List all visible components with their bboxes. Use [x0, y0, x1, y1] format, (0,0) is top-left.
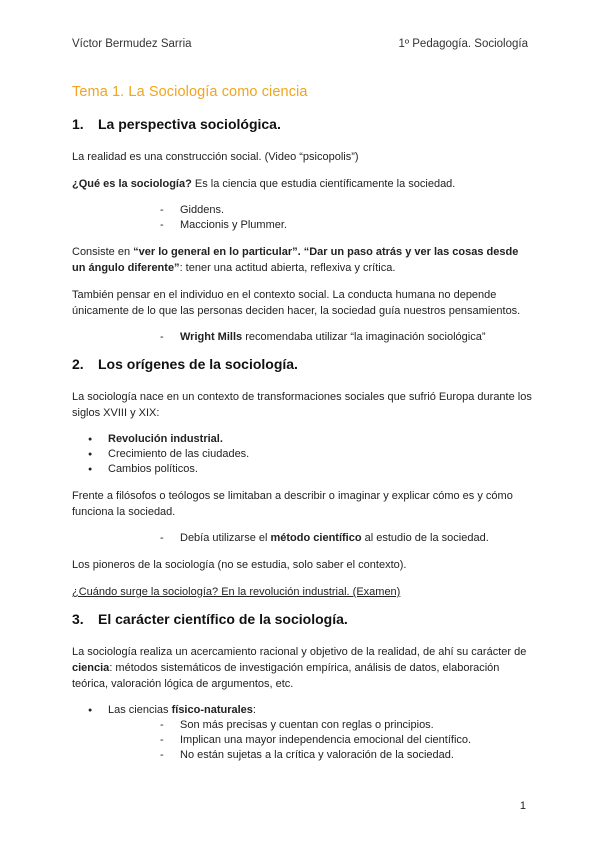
- paragraph-realidad: La realidad es una construcción social. (Video “psicopolis”): [72, 151, 359, 163]
- consiste-text: Consiste en: [72, 246, 134, 258]
- bullet-revolucion: Revolución industrial.: [108, 433, 223, 445]
- mills-item: [72, 330, 532, 345]
- paragraph-nace: La sociología nace en un contexto de transformaciones sociales que sufrió Europa durante los siglos XVIII y XIX:: [72, 391, 532, 419]
- metodo-text-c: al estudio de la sociedad.: [361, 532, 489, 544]
- metodo-text-a: Debía utilizarse el: [180, 532, 271, 544]
- page-number: 1: [519, 800, 526, 812]
- author-item: - Maccionis y Plummer.: [72, 218, 532, 233]
- ciencias-item: [72, 703, 532, 718]
- racional-ciencia: ciencia: [72, 662, 110, 674]
- racional-a: La sociología realiza un acercamiento racional y objetivo de la realidad, de ahí su carácter de: [72, 646, 527, 658]
- context-bullets: [72, 432, 532, 477]
- header-author: Víctor Bermudez Sarria: [72, 38, 192, 50]
- paragraph-filosofos: Frente a filósofos o teólogos se limitaban a describir o imaginar y explicar cómo es y cómo funciona la sociedad.: [72, 490, 513, 518]
- document-body: [72, 84, 532, 774]
- authors-list: [72, 203, 532, 233]
- racional-c: : métodos sistemáticos de investigación empírica, análisis de datos, elaboración teórica, valoración lógica de argumentos, etc.: [72, 662, 500, 690]
- sub-item: - Son más precisas y cuentan con reglas o principios.: [72, 718, 532, 733]
- sub-item: - Implican una mayor independencia emocional del científico.: [72, 733, 532, 748]
- bullet-item: ● Crecimiento de las ciudades.: [72, 447, 532, 462]
- header-course: 1º Pedagogía. Sociología: [398, 38, 528, 50]
- consiste-end: : tener una actitud abierta, reflexiva y crítica.: [179, 262, 396, 274]
- paragraph-individuo: También pensar en el individuo en el contexto social. La conducta humana no depende únicamente de lo que las personas deciden hacer, la sociedad guía nuestros pensamientos.: [72, 289, 521, 317]
- ciencias-list: [72, 703, 532, 718]
- ciencias-a: Las ciencias: [108, 704, 172, 716]
- metodo-item: [72, 531, 532, 546]
- sub-item: - No están sujetas a la crítica y valoración de la sociedad.: [72, 748, 532, 763]
- consiste-quote-1: “ver lo general en lo particular”.: [133, 246, 301, 258]
- mills-list: [72, 330, 532, 345]
- paragraph-racional: [72, 644, 532, 692]
- ciencias-sublist: [72, 718, 532, 763]
- section-3-number: 3.: [72, 611, 84, 627]
- document-title: Tema 1. La Sociología como ciencia: [72, 84, 308, 100]
- section-2-number: 2.: [72, 356, 84, 372]
- paragraph-pioneros: Los pioneros de la sociología (no se estudia, solo saber el contexto).: [72, 559, 407, 571]
- que-es-question: ¿Qué es la sociología?: [72, 178, 192, 190]
- mills-name: Wright Mills: [180, 331, 243, 343]
- paragraph-cuando: [72, 584, 532, 600]
- metodo-bold: método científico: [270, 532, 362, 544]
- que-es-answer: Es la ciencia que estudia científicamente la sociedad.: [191, 178, 456, 190]
- author-item: - Giddens.: [72, 203, 532, 218]
- ciencias-c: :: [252, 704, 256, 716]
- section-2-heading: [72, 356, 532, 372]
- section-1-number: 1.: [72, 116, 84, 132]
- mills-text: recomendaba utilizar “la imaginación sociológica”: [242, 331, 486, 343]
- section-2-title: Los orígenes de la sociología.: [98, 356, 298, 372]
- cuando-underlined: ¿Cuándo surge la sociología? En la revolución industrial. (Examen): [72, 586, 401, 598]
- ciencias-bold: físico-naturales: [171, 704, 253, 716]
- section-3-title: El carácter científico de la sociología.: [98, 611, 348, 627]
- section-3-heading: [72, 611, 532, 627]
- bullet-item: [72, 432, 532, 447]
- consiste-quote-2: “Dar un paso atrás y ver las cosas desde un ángulo diferente”: [72, 246, 519, 274]
- metodo-list: [72, 531, 532, 546]
- paragraph-consiste: [72, 244, 532, 276]
- paragraph-que-es: [72, 176, 532, 192]
- section-1-title: La perspectiva sociológica.: [98, 116, 281, 132]
- bullet-item: ● Cambios políticos.: [72, 462, 532, 477]
- section-1-heading: [72, 116, 532, 132]
